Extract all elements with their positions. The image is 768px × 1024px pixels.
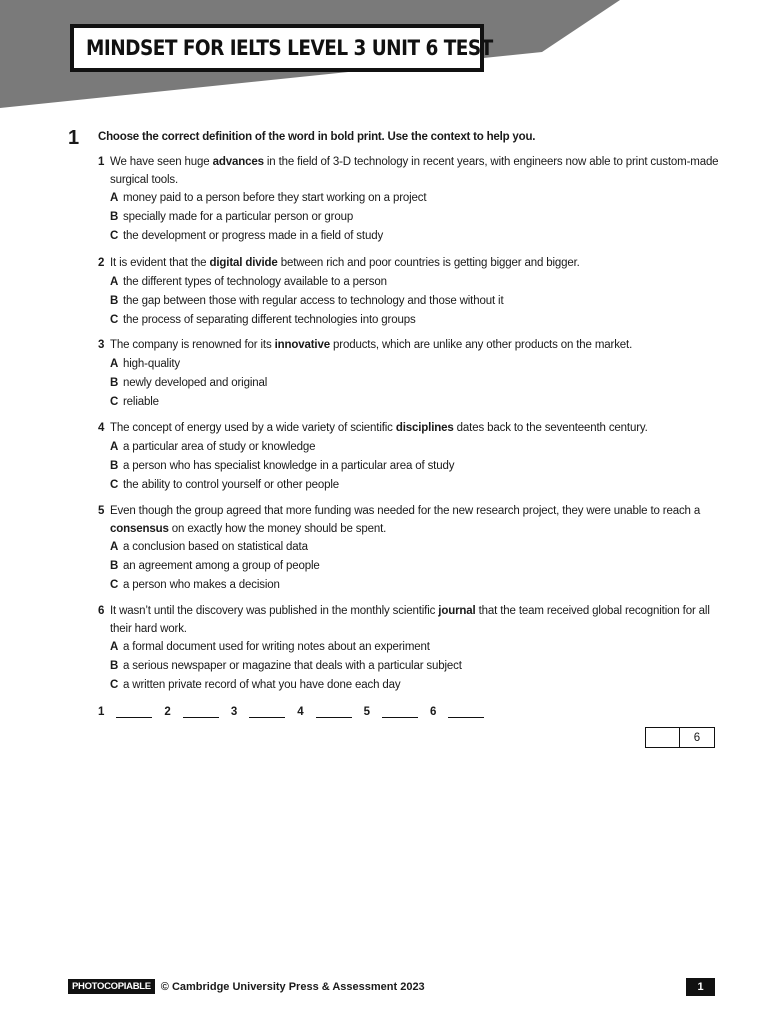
option-b: B newly developed and original <box>110 376 268 389</box>
item-number: 1 <box>98 156 105 168</box>
item-number: 5 <box>98 505 105 517</box>
answer-blank[interactable] <box>116 704 152 718</box>
item-stem: 4 The concept of energy used by a wide variety of scientific disciplines dates back to the seventeenth century. <box>98 420 723 438</box>
question-instruction: Choose the correct definition of the word in bold print. Use the context to help you. <box>98 131 536 143</box>
question-item <box>98 255 723 330</box>
page-title: MINDSET FOR IELTS LEVEL 3 UNIT 6 TEST <box>86 36 493 60</box>
option-a: A high-quality <box>110 357 181 370</box>
target-word: consensus <box>110 522 169 535</box>
question-item <box>98 420 723 495</box>
option-c: C reliable <box>110 395 159 408</box>
copyright-text: © Cambridge University Press & Assessment 2023 <box>160 980 425 993</box>
answer-blank[interactable] <box>382 704 418 718</box>
option-b: B a person who has specialist knowledge in a particular area of study <box>110 459 455 472</box>
answer-blank[interactable] <box>183 704 219 718</box>
answer-blank[interactable] <box>249 704 285 718</box>
option-a: A the different types of technology available to a person <box>110 275 387 288</box>
target-word: disciplines <box>395 422 454 434</box>
option-b: B the gap between those with regular access to technology and those without it <box>110 294 504 307</box>
target-word: advances <box>212 156 264 168</box>
item-number: 2 <box>98 257 105 269</box>
item-stem: 6 It wasn’t until the discovery was published in the monthly scientific journal that the team received global recognition for all their hard work. <box>98 605 710 635</box>
option-c: C the process of separating different technologies into groups <box>110 313 416 326</box>
answer-slot: 1 <box>98 704 152 718</box>
target-word: journal <box>438 605 476 617</box>
answer-slot: 4 <box>297 704 351 718</box>
option-b: B an agreement among a group of people <box>110 560 320 572</box>
answer-slot: 2 <box>164 704 218 718</box>
option-a: A a formal document used for writing notes about an experiment <box>110 641 430 653</box>
question-item <box>98 603 723 695</box>
score-input-cell[interactable] <box>646 728 680 747</box>
question-item <box>98 503 723 595</box>
answer-blank[interactable] <box>448 704 484 718</box>
question-item <box>98 337 723 412</box>
item-stem: 5 Even though the group agreed that more funding was needed for the new research project, they were unable to reach a consensus on exactly how the money should be spent. <box>98 505 701 535</box>
question-number: 1 <box>68 127 80 149</box>
item-number: 4 <box>98 422 105 434</box>
item-stem: 2 It is evident that the digital divide between rich and poor countries is getting bigger and bigger. <box>98 255 723 273</box>
option-c: C the development or progress made in a field of study <box>110 230 384 242</box>
option-c: C a person who makes a decision <box>110 579 280 591</box>
option-a: A a conclusion based on statistical data <box>110 541 308 553</box>
answer-slot: 5 <box>364 704 418 718</box>
title-box <box>70 24 493 72</box>
item-stem: 3 The company is renowned for its innovative products, which are unlike any other products on the market. <box>98 337 723 355</box>
item-number: 6 <box>98 605 105 617</box>
score-total: 6 <box>693 731 701 744</box>
score-box <box>645 727 715 748</box>
answer-slot: 3 <box>231 704 285 718</box>
item-stem: 1 We have seen huge advances in the field of 3-D technology in recent years, with engineers now able to print custom-made surgical tools. <box>98 156 719 186</box>
option-c: C the ability to control yourself or other people <box>110 478 340 491</box>
photocopiable-badge: PHOTOCOPIABLE <box>68 979 155 994</box>
footer <box>68 979 425 994</box>
question-item <box>98 154 723 246</box>
option-c: C a written private record of what you have done each day <box>110 679 401 691</box>
option-a: A money paid to a person before they start working on a project <box>110 192 427 204</box>
option-a: A a particular area of study or knowledge <box>110 440 316 453</box>
item-number: 3 <box>98 339 105 351</box>
page-number: 1 <box>686 978 715 996</box>
target-word: innovative <box>274 339 330 351</box>
target-word: digital divide <box>209 257 278 269</box>
answer-slot: 6 <box>430 704 484 718</box>
option-b: B specially made for a particular person or group <box>110 211 354 223</box>
answer-row <box>98 704 496 718</box>
option-b: B a serious newspaper or magazine that deals with a particular subject <box>110 660 462 672</box>
answer-blank[interactable] <box>316 704 352 718</box>
